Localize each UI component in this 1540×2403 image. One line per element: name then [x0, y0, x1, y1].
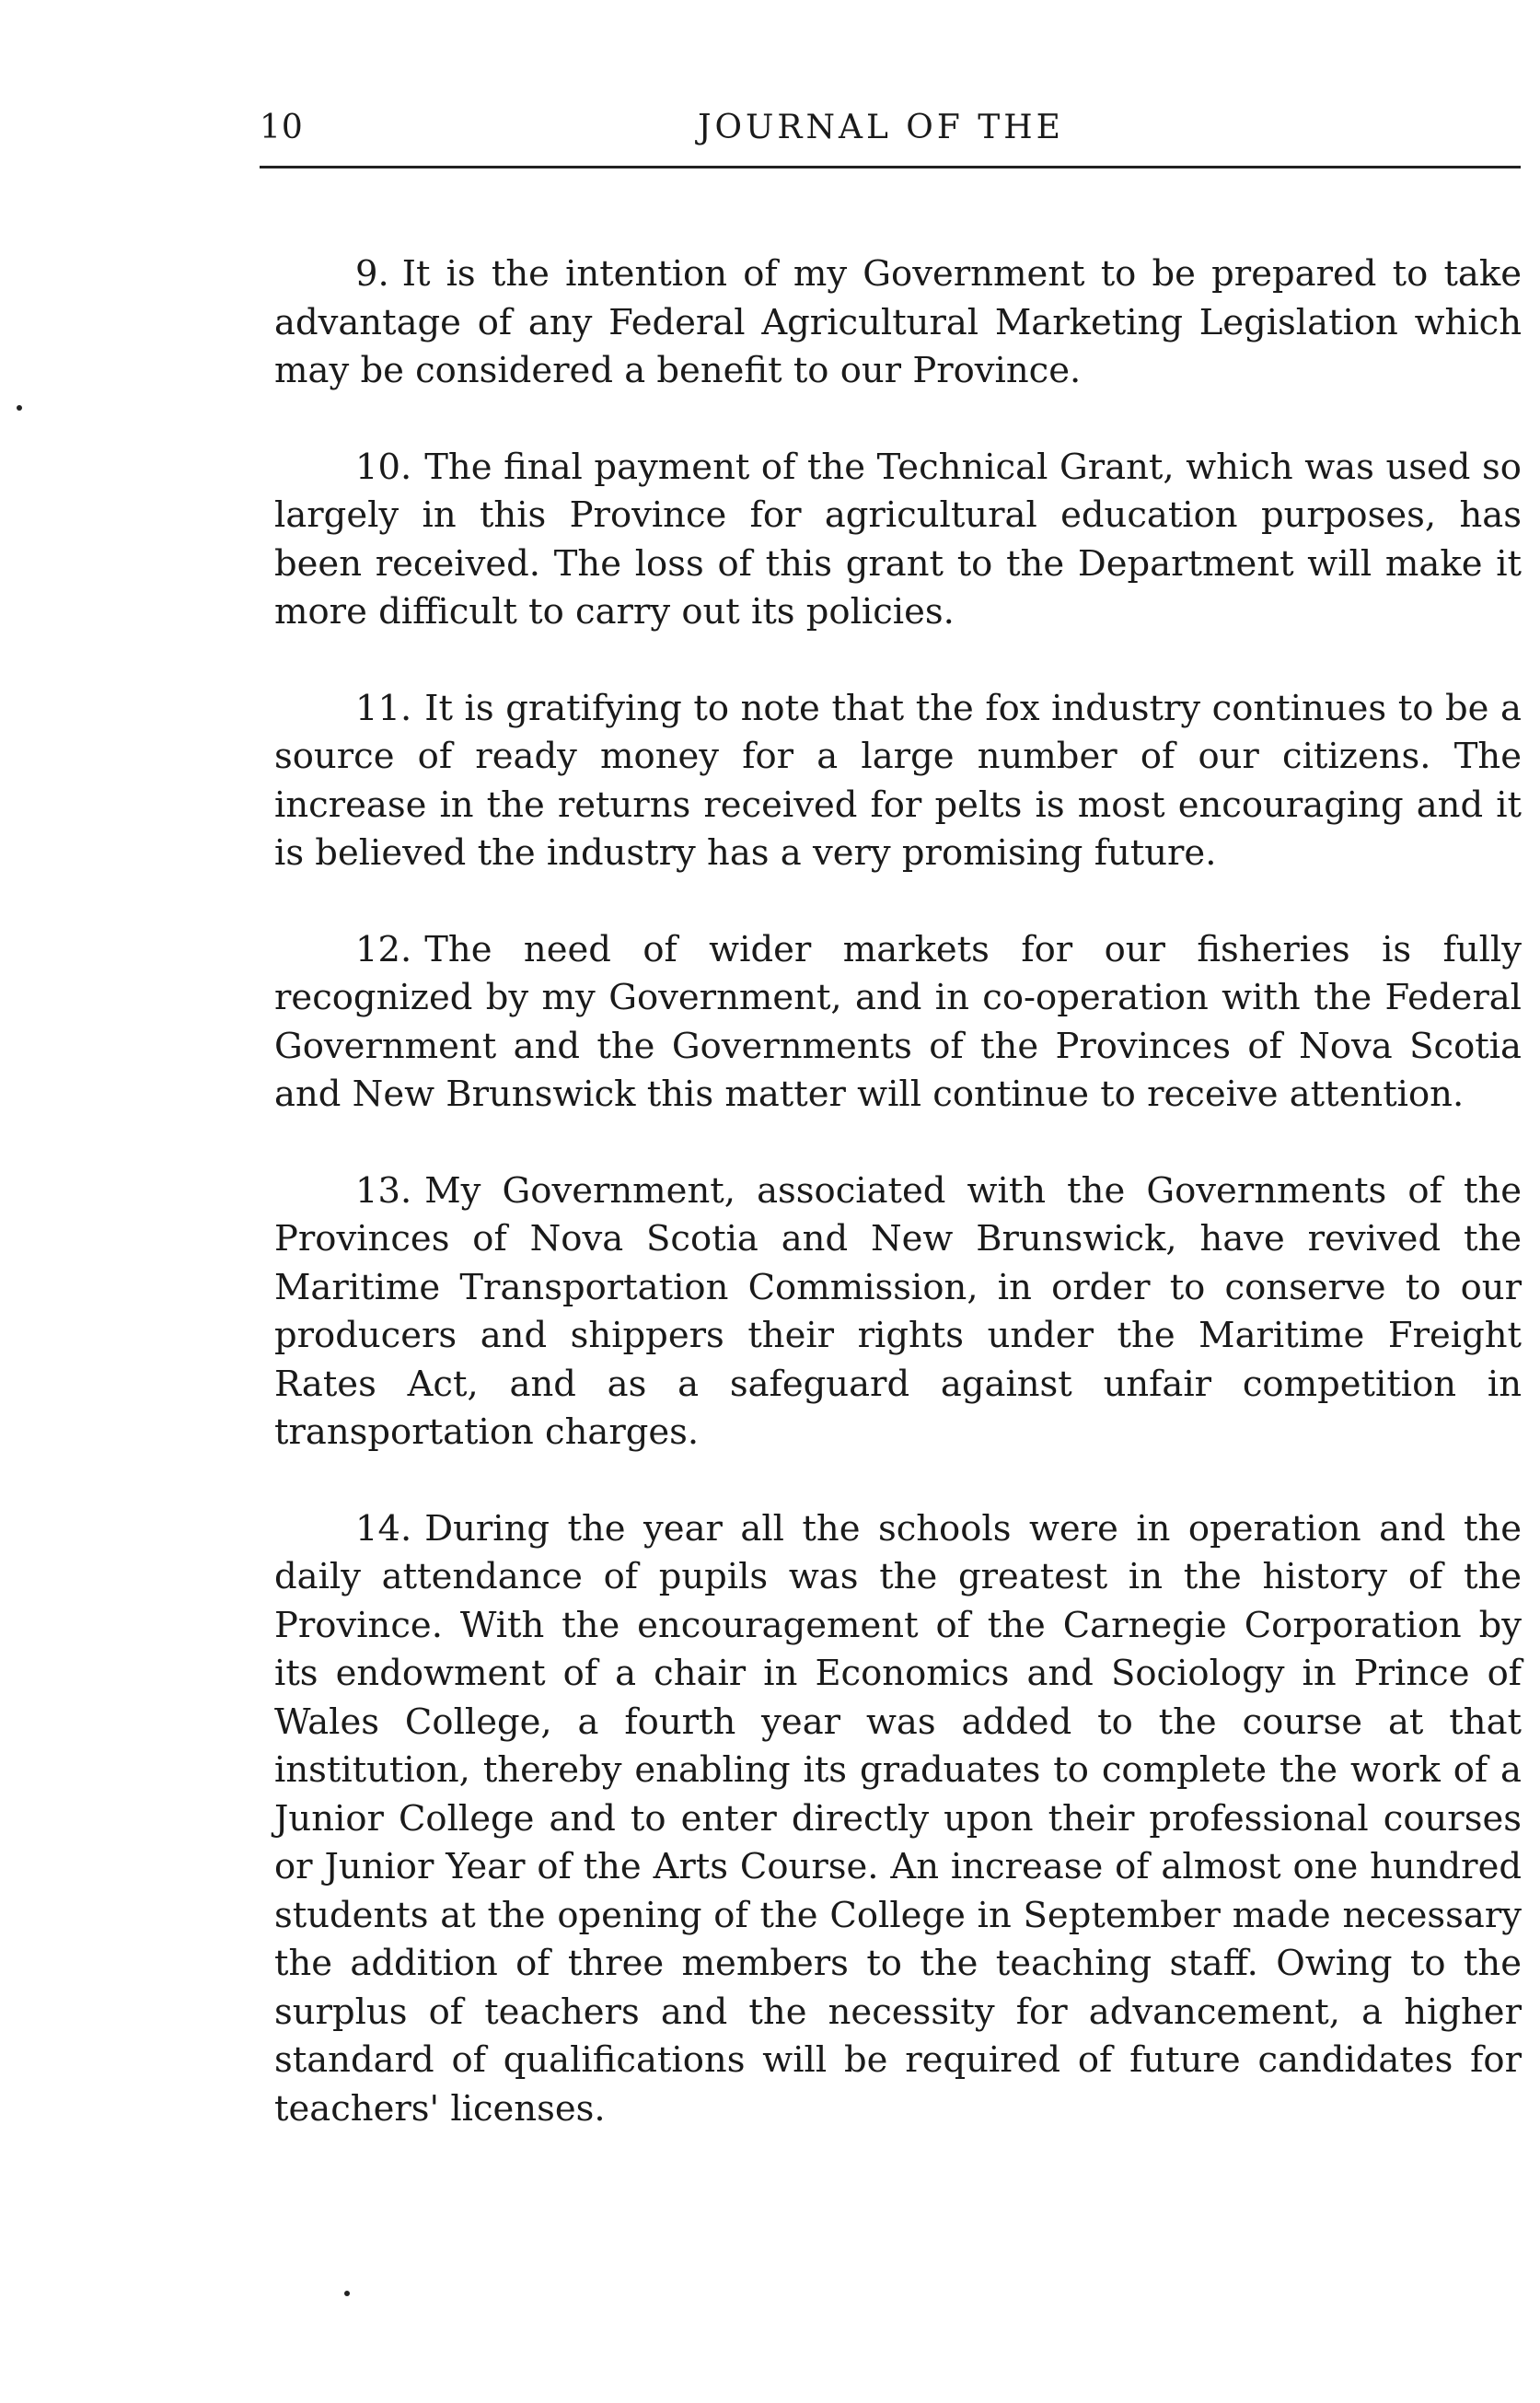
- paragraph-9: [274, 250, 1522, 396]
- running-title: JOURNAL OF THE: [698, 109, 1064, 146]
- page-number: 10: [260, 109, 304, 146]
- paragraph-number: 10.: [355, 446, 412, 488]
- header-rule: [260, 166, 1521, 168]
- paragraph-number: 9.: [355, 253, 389, 295]
- paragraph-number: 14.: [355, 1507, 412, 1550]
- margin-mark: [344, 2291, 350, 2296]
- paragraph-11: [274, 685, 1522, 878]
- paragraph-13: [274, 1167, 1522, 1457]
- paragraph-12: [274, 926, 1522, 1120]
- paragraph-number: 13.: [355, 1169, 412, 1212]
- paragraph-text: It is gratifying to note that the fox industry continues to be a source of ready money for a large number of our citizens. The increase in the returns received for pelts is most encouraging and it is believed the industry has a very promising future.: [274, 687, 1522, 874]
- paragraph-text: The need of wider markets for our fisheries is fully recognized by my Government, and in co-operation with the Federal Government and the Governments of the Provinces of Nova Scotia and New Brunswick this matter will continue to receive attention.: [274, 928, 1522, 1115]
- paragraph-10: [274, 444, 1522, 637]
- paragraph-text: The final payment of the Technical Grant, which was used so largely in this Province for agricultural education purposes, has been received. The loss of this grant to the Department will make it more difficult to carry out its policies.: [274, 446, 1522, 633]
- paragraph-text: It is the intention of my Government to be prepared to take advantage of any Federal Agricultural Marketing Legislation which may be considered a benefit to our Province.: [274, 253, 1522, 391]
- paragraph-text: During the year all the schools were in operation and the daily attendance of pupils was the greatest in the history of the Province. With the encouragement of the Carnegie Corporation by its endowment of a chair in Economics and Sociology in Prince of Wales College, a fourth year was added to the course at that institution, thereby enabling its graduates to complete the work of a Junior College and to enter directly upon their professional courses or Junior Year of the Arts Course. An increase of almost one hundred students at the opening of the College in September made necessary the addition of three members to the teaching staff. Owing to the surplus of teachers and the necessity for advancement, a higher standard of qualifications will be required of future candidates for teachers' licenses.: [274, 1507, 1522, 2130]
- paragraph-14: [274, 1505, 1522, 2134]
- paragraph-number: 12.: [355, 928, 412, 970]
- document-body: [274, 250, 1522, 2181]
- page-header: [260, 109, 1521, 164]
- margin-mark: [17, 405, 22, 411]
- paragraph-number: 11.: [355, 687, 412, 729]
- paragraph-text: My Government, associated with the Governments of the Provinces of Nova Scotia and New Brunswick, have revived the Maritime Transportation Commission, in order to conserve to our producers and shippers their rights under the Maritime Freight Rates Act, and as a safeguard against unfair competition in transportation charges.: [274, 1169, 1522, 1453]
